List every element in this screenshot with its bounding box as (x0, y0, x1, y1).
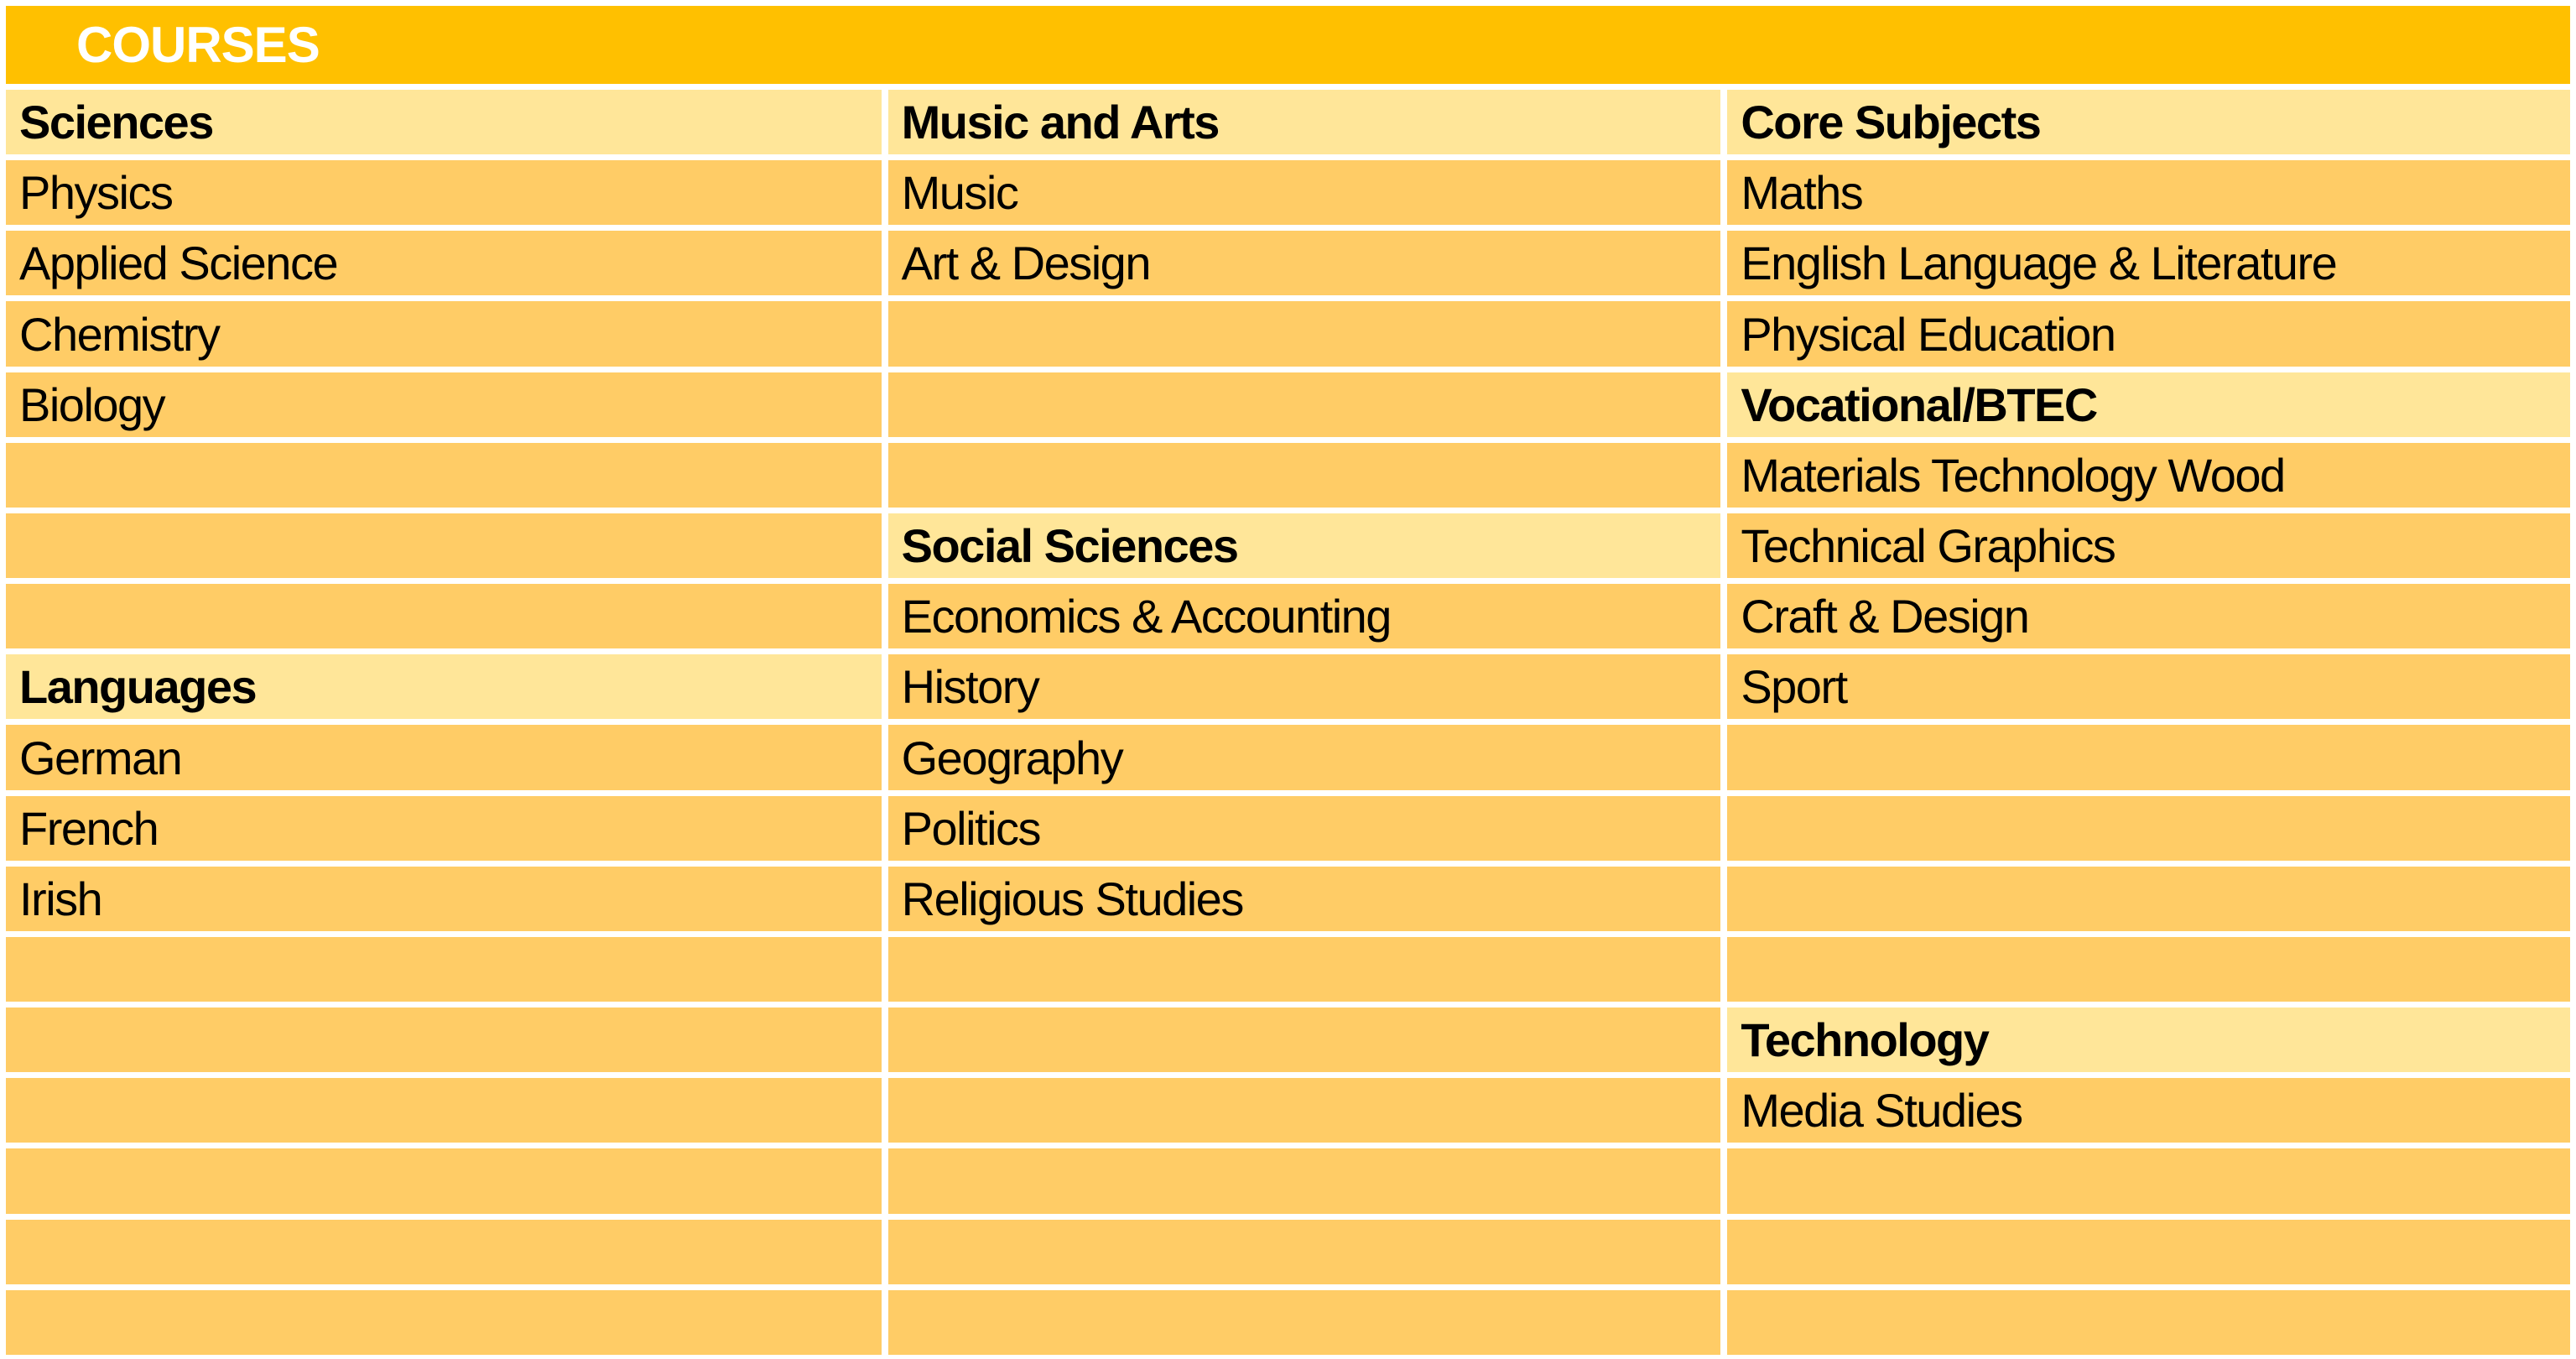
empty-cell (6, 937, 882, 1002)
section-header-social-sciences: Social Sciences (888, 513, 1721, 578)
empty-cell (6, 1148, 882, 1213)
section-header-technology: Technology (1727, 1008, 2570, 1072)
course-cell-history: History (888, 654, 1721, 719)
course-cell-sport: Sport (1727, 654, 2570, 719)
empty-cell (888, 443, 1721, 508)
course-cell-irish: Irish (6, 867, 882, 931)
course-cell-physics: Physics (6, 160, 882, 225)
course-cell-politics: Politics (888, 796, 1721, 861)
empty-cell (888, 937, 1721, 1002)
empty-cell (888, 1148, 1721, 1213)
empty-cell (888, 1220, 1721, 1284)
section-header-sciences: Sciences (6, 90, 882, 154)
empty-cell (888, 1290, 1721, 1355)
course-cell-physical-education: Physical Education (1727, 301, 2570, 366)
course-cell-technical-graphics: Technical Graphics (1727, 513, 2570, 578)
course-cell-applied-science: Applied Science (6, 231, 882, 295)
empty-cell (1727, 1148, 2570, 1213)
course-cell-music: Music (888, 160, 1721, 225)
empty-cell (6, 584, 882, 648)
empty-cell (6, 443, 882, 508)
empty-cell (1727, 937, 2570, 1002)
empty-cell (1727, 867, 2570, 931)
section-header-music-and-arts: Music and Arts (888, 90, 1721, 154)
course-cell-french: French (6, 796, 882, 861)
empty-cell (6, 1290, 882, 1355)
course-cell-art-design: Art & Design (888, 231, 1721, 295)
course-cell-economics-accounting: Economics & Accounting (888, 584, 1721, 648)
empty-cell (6, 513, 882, 578)
empty-cell (1727, 1290, 2570, 1355)
course-cell-english-language-literature: English Language & Literature (1727, 231, 2570, 295)
course-cell-german: German (6, 725, 882, 789)
empty-cell (6, 1008, 882, 1072)
empty-cell (1727, 1220, 2570, 1284)
course-cell-chemistry: Chemistry (6, 301, 882, 366)
empty-cell (6, 1078, 882, 1143)
course-cell-craft-design: Craft & Design (1727, 584, 2570, 648)
empty-cell (6, 1220, 882, 1284)
empty-cell (888, 1008, 1721, 1072)
section-header-vocational-btec: Vocational/BTEC (1727, 372, 2570, 437)
course-cell-media-studies: Media Studies (1727, 1078, 2570, 1143)
empty-cell (888, 1078, 1721, 1143)
section-header-core-subjects: Core Subjects (1727, 90, 2570, 154)
course-cell-maths: Maths (1727, 160, 2570, 225)
empty-cell (1727, 725, 2570, 789)
empty-cell (888, 301, 1721, 366)
section-header-languages: Languages (6, 654, 882, 719)
course-cell-biology: Biology (6, 372, 882, 437)
course-cell-religious-studies: Religious Studies (888, 867, 1721, 931)
course-cell-materials-technology-wood: Materials Technology Wood (1727, 443, 2570, 508)
empty-cell (888, 372, 1721, 437)
empty-cell (1727, 796, 2570, 861)
page-title: COURSES (6, 6, 2570, 84)
course-cell-geography: Geography (888, 725, 1721, 789)
